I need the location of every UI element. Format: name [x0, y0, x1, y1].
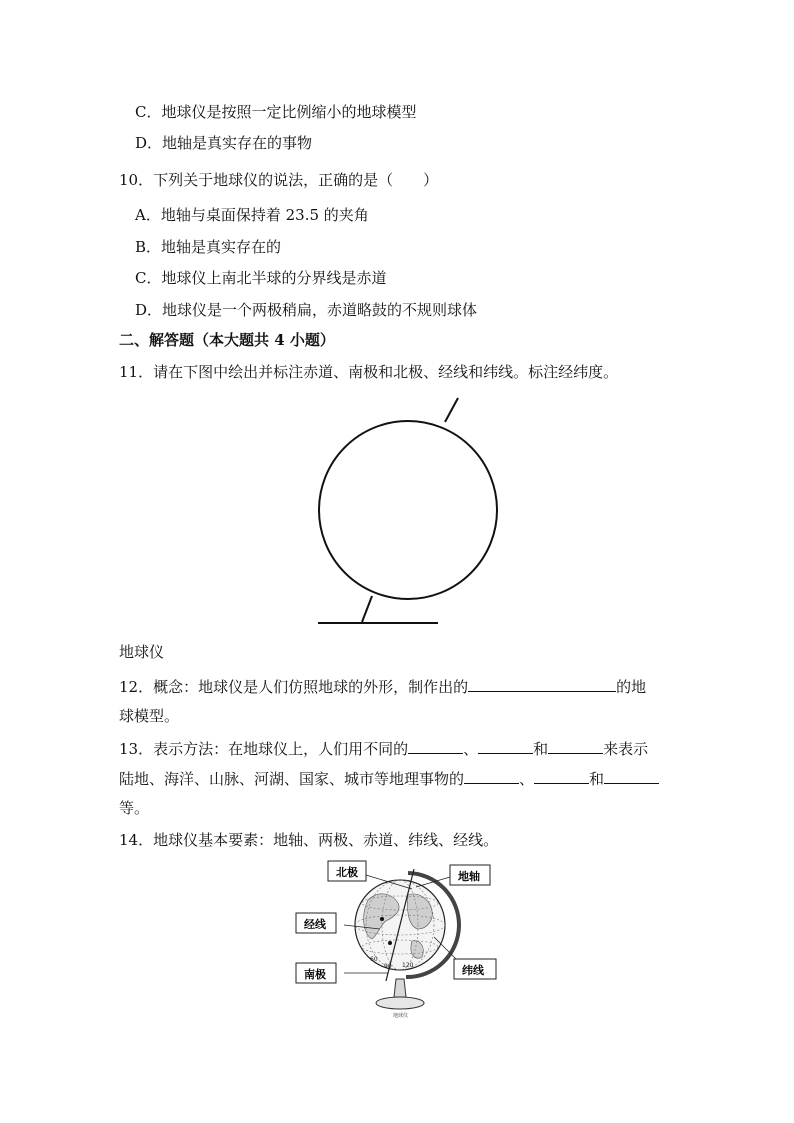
globe-axis-bottom	[362, 596, 372, 622]
q13-blank-4[interactable]	[464, 767, 519, 784]
globe-stand-stem	[394, 979, 406, 997]
q13-sep2: 、	[519, 770, 535, 788]
q11-stem: 11．请在下图中绘出并标注赤道、南极和北极、经线和纬线。标注经纬度。	[119, 363, 619, 381]
q13-line2-prefix: 陆地、海洋、山脉、河湖、国家、城市等地理事物的	[119, 770, 465, 788]
q13-blank-3[interactable]	[548, 737, 603, 754]
globe-outline-figure	[310, 392, 510, 632]
q13-blank-6[interactable]	[604, 767, 659, 784]
q9-option-c: C．地球仪是按照一定比例缩小的地球模型	[135, 103, 417, 121]
q13-and1: 和	[533, 740, 549, 758]
q13-suffix1: 来表示	[603, 740, 649, 758]
q14-stem: 14．地球仪基本要素：地轴、两极、赤道、纬线、经线。	[119, 831, 499, 849]
q13-line3: 等。	[119, 799, 150, 817]
q13-blank-5[interactable]	[534, 767, 589, 784]
q11-caption: 地球仪	[119, 643, 165, 661]
globe-stand-base	[376, 997, 424, 1009]
label-north-pole: 北极	[336, 866, 358, 879]
q13-and2: 和	[589, 770, 605, 788]
q14-caption: 地球仪	[393, 1013, 409, 1019]
q12-suffix: 的地	[616, 678, 647, 696]
q13-blank-2[interactable]	[478, 737, 533, 754]
q13-prefix: 13．表示方法：在地球仪上，人们用不同的	[119, 740, 409, 758]
q9-option-d: D．地轴是真实存在的事物	[135, 134, 313, 152]
q12-blank[interactable]	[468, 675, 616, 692]
q10-option-b: B．地轴是真实存在的	[135, 238, 282, 256]
section-heading: 二、解答题（本大题共 4 小题）	[119, 331, 335, 349]
scale-number-60: 60	[370, 956, 378, 963]
scale-number-90: 90	[384, 963, 392, 970]
label-parallel: 纬线	[462, 964, 484, 977]
label-south-pole: 南极	[304, 968, 326, 981]
q12-line2: 球模型。	[119, 707, 180, 725]
globe-axis-top	[445, 398, 458, 422]
q10-option-a: A．地轴与桌面保持着 23.5 的夹角	[135, 206, 369, 224]
label-axis: 地轴	[458, 870, 480, 883]
scale-number-120: 120	[402, 962, 414, 969]
q10-option-d: D．地球仪是一个两极稍扁，赤道略鼓的不规则球体	[135, 301, 478, 319]
globe-diagram	[290, 855, 510, 1020]
q12-line1	[119, 675, 646, 697]
q13-line2	[119, 767, 659, 789]
globe-circle	[319, 421, 497, 599]
globe-dot-2	[388, 941, 392, 945]
q13-line1	[119, 737, 648, 759]
label-meridian: 经线	[304, 918, 326, 931]
q13-blank-1[interactable]	[408, 737, 463, 754]
q10-option-c: C．地球仪上南北半球的分界线是赤道	[135, 269, 387, 287]
q10-stem: 10．下列关于地球仪的说法，正确的是（ ）	[119, 171, 439, 189]
q12-prefix: 12．概念：地球仪是人们仿照地球的外形，制作出的	[119, 678, 469, 696]
globe-dot-1	[380, 917, 384, 921]
q13-sep1: 、	[463, 740, 479, 758]
